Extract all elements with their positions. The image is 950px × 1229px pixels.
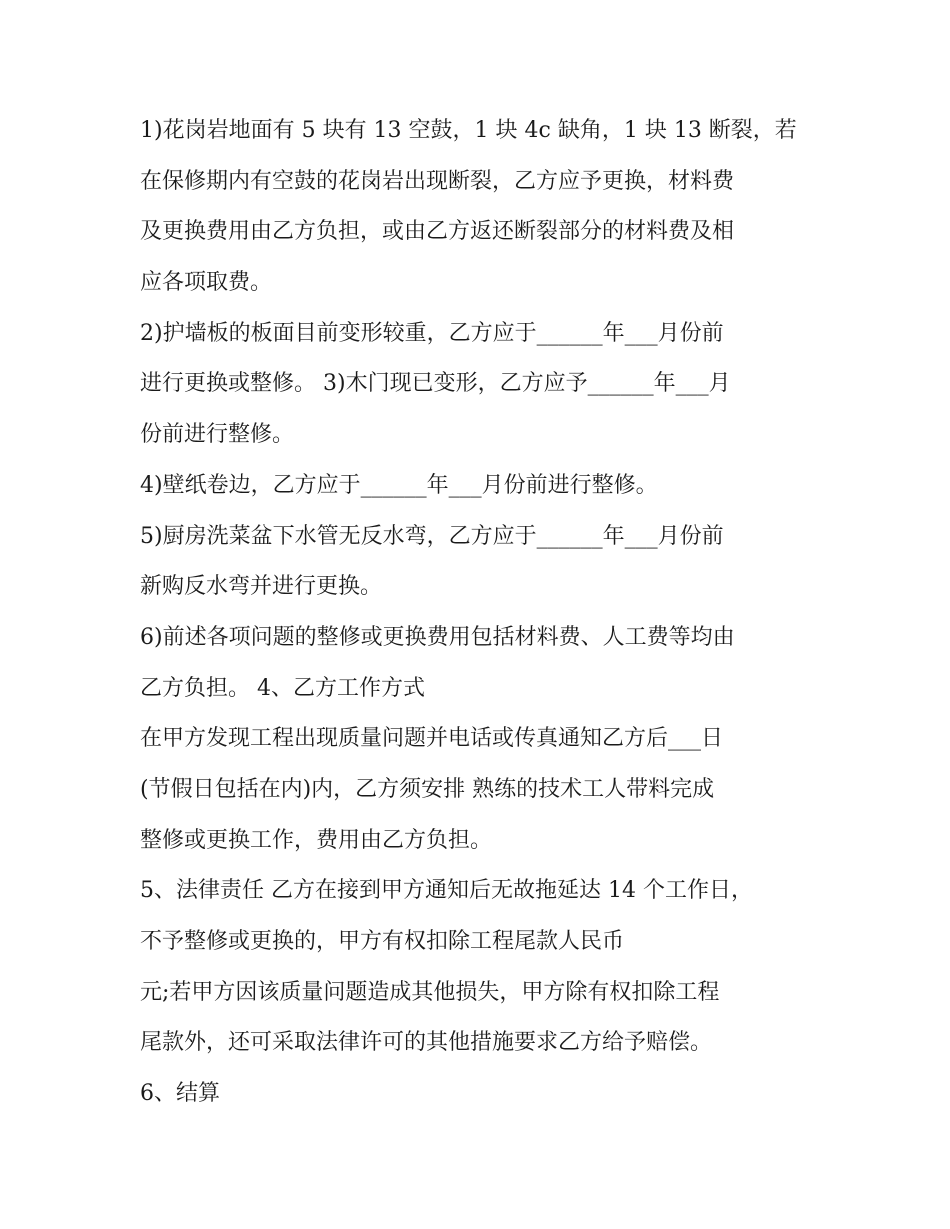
text-line: 应各项取费。 [140,270,273,296]
text-line: 5、法律责任 乙方在接到甲方通知后无故拖延达 14 个工作日， [140,878,753,904]
text-line: 6)前述各项问题的整修或更换费用包括材料费、人工费等均由 [140,624,735,650]
text-line: 不予整修或更换的，甲方有权扣除工程尾款人民币 [140,929,625,954]
text-line: 2)护墙板的板面目前变形较重，乙方应于______年___月份前 [140,320,724,346]
document-body [140,106,830,1120]
text-line: 5)厨房洗菜盆下水管无反水弯，乙方应于______年___月份前 [140,523,724,549]
text-line: 4)壁纸卷边，乙方应于______年___月份前进行整修。 [140,472,658,498]
text-line: 元;若甲方因该质量问题造成其他损失，甲方除有权扣除工程 [140,979,720,1005]
text-line: 进行更换或整修。 3)木门现已变形，乙方应予______年___月 [140,371,731,397]
text-line: 份前进行整修。 [140,422,295,448]
text-line: 6、结算 [140,1081,220,1107]
text-line: 及更换费用由乙方负担，或由乙方返还断裂部分的材料费及相 [140,219,735,245]
text-line: 新购反水弯并进行更换。 [140,574,383,600]
text-line: (节假日包括在内)内，乙方须安排 熟练的技术工人带料完成 [140,776,715,802]
text-line: 在保修期内有空鼓的花岗岩出现断裂，乙方应予更换，材料费 [140,168,735,194]
text-line: 乙方负担。 4、乙方工作方式 [140,675,425,701]
text-line: 尾款外，还可采取法律许可的其他措施要求乙方给予赔偿。 [140,1030,713,1056]
text-line: 1)花岗岩地面有 5 块有 13 空鼓，1 块 4c 缺角，1 块 13 断裂，若 [140,118,797,143]
text-line: 在甲方发现工程出现质量问题并电话或传真通知乙方后___日 [140,726,724,752]
text-line: 整修或更换工作，费用由乙方负担。 [140,827,493,853]
